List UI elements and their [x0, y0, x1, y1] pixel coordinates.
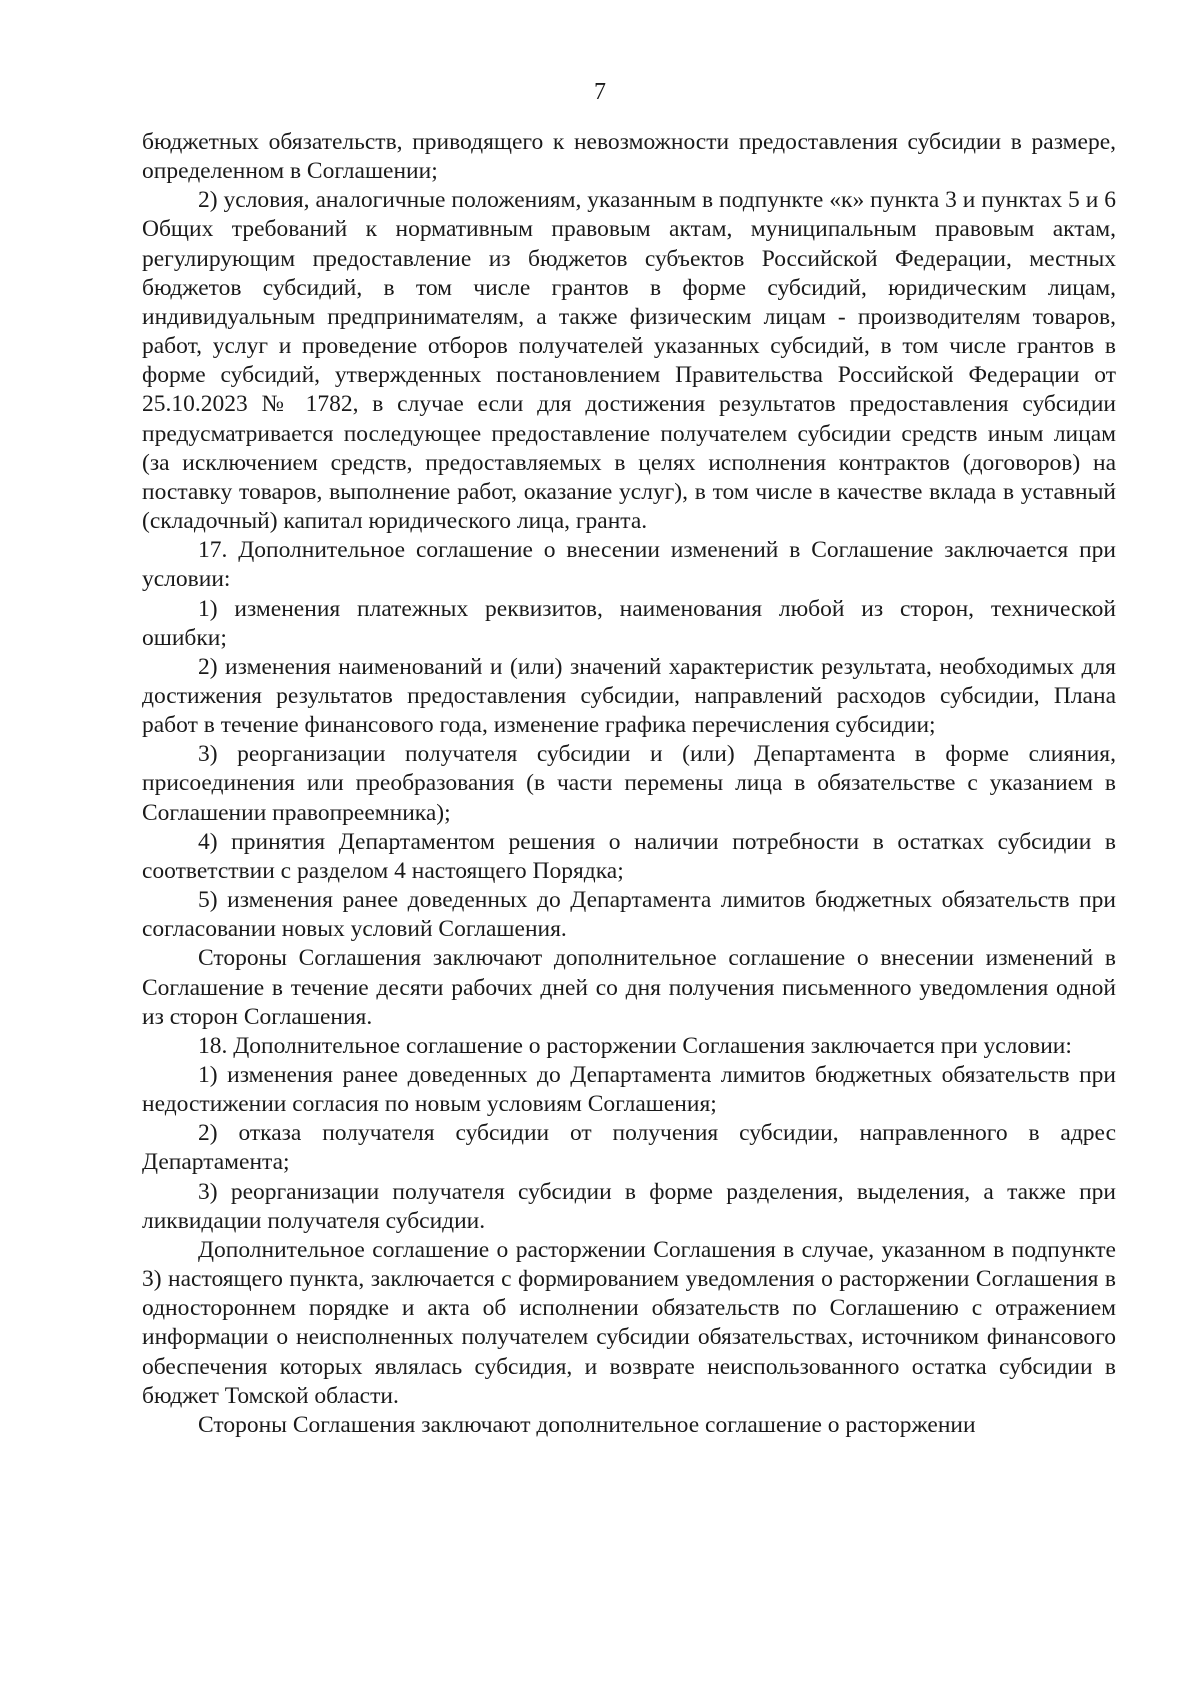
paragraph-17-item-3: 3) реорганизации получателя субсидии и (или) Департамента в форме слияния, присоединения или преобразования (в части перемены лица в обязательстве с указанием в Соглашении правопреемника); — [142, 741, 1116, 826]
paragraph-item-2-conditions: 2) условия, аналогичные положениям, указанным в подпункте «к» пункта 3 и пунктах 5 и 6 Общих требований к нормативным правовым актам, муниципальным правовым актам, регулирующим предоставление из бюджетов субъектов Российской Федерации, местных бюджетов субсидий, в том числе грантов в форме субсидий, юридическим лицам, индивидуальным предпринимателям, а также физическим лицам - производителям товаров, работ, услуг и проведение отборов получателей указанных субсидий, в том числе грантов в форме субсидий, утвержденных постановлением Правительства Российской Федерации от 25.10.2023 № 1782, в случае если для достижения результатов предоставления субсидии предусматривается последующее предоставление получателем субсидии средств иным лицам (за исключением средств, предоставляемых в целях исполнения контрактов (договоров) на поставку товаров, выполнение работ, оказание услуг), в том числе в качестве вклада в уставный (складочный) капитал юридического лица, гранта. — [142, 187, 1116, 535]
paragraph-17-item-2: 2) изменения наименований и (или) значений характеристик результата, необходимых для достижения результатов предоставления субсидии, направлений расходов субсидии, Плана работ в течение финансового года, изменение графика перечисления субсидии; — [142, 653, 1116, 739]
paragraph-18-termination: Дополнительное соглашение о расторжении Соглашения в случае, указанном в подпункте 3) настоящего пункта, заключается с формированием уведомления о расторжении Соглашения в одностороннем порядке и акта об исполнении обязательств по Соглашению с отражением информации о неисполненных получателем субсидии обязательствах, источником финансового обеспечения которых являлась субсидия, и возврате неиспользованного остатка субсидии в бюджет Томской области. — [142, 1236, 1116, 1409]
paragraph-18-parties: Стороны Соглашения заключают дополнительное соглашение о расторжении — [198, 1411, 976, 1438]
paragraph-17-parties: Стороны Соглашения заключают дополнительное соглашение о внесении изменений в Соглашение в течение десяти рабочих дней со дня получения письменного уведомления одной из сторон Соглашения. — [142, 945, 1116, 1030]
paragraph-continuation: бюджетных обязательств, приводящего к невозможности предоставления субсидии в размере, определенном в Соглашении; — [142, 129, 1116, 185]
paragraph-18-item-3: 3) реорганизации получателя субсидии в форме разделения, выделения, а также при ликвидации получателя субсидии. — [142, 1178, 1116, 1234]
document-body — [142, 128, 1116, 1440]
paragraph-17-item-1: 1) изменения платежных реквизитов, наименования любой из сторон, технической ошибки; — [142, 595, 1116, 651]
paragraph-17-item-5: 5) изменения ранее доведенных до Департамента лимитов бюджетных обязательств при согласовании новых условий Соглашения. — [142, 887, 1116, 943]
page-number: 7 — [594, 79, 606, 105]
paragraph-18-item-2: 2) отказа получателя субсидии от получения субсидии, направленного в адрес Департамента; — [142, 1120, 1116, 1176]
paragraph-17-item-4: 4) принятия Департаментом решения о наличии потребности в остатках субсидии в соответствии с разделом 4 настоящего Порядка; — [142, 828, 1116, 884]
paragraph-18-item-1: 1) изменения ранее доведенных до Департамента лимитов бюджетных обязательств при недостижении согласия по новым условиям Соглашения; — [142, 1062, 1116, 1118]
paragraph-18: 18. Дополнительное соглашение о расторжении Соглашения заключается при условии: — [198, 1032, 1072, 1059]
paragraph-17: 17. Дополнительное соглашение о внесении изменений в Соглашение заключается при условии: — [142, 537, 1116, 593]
